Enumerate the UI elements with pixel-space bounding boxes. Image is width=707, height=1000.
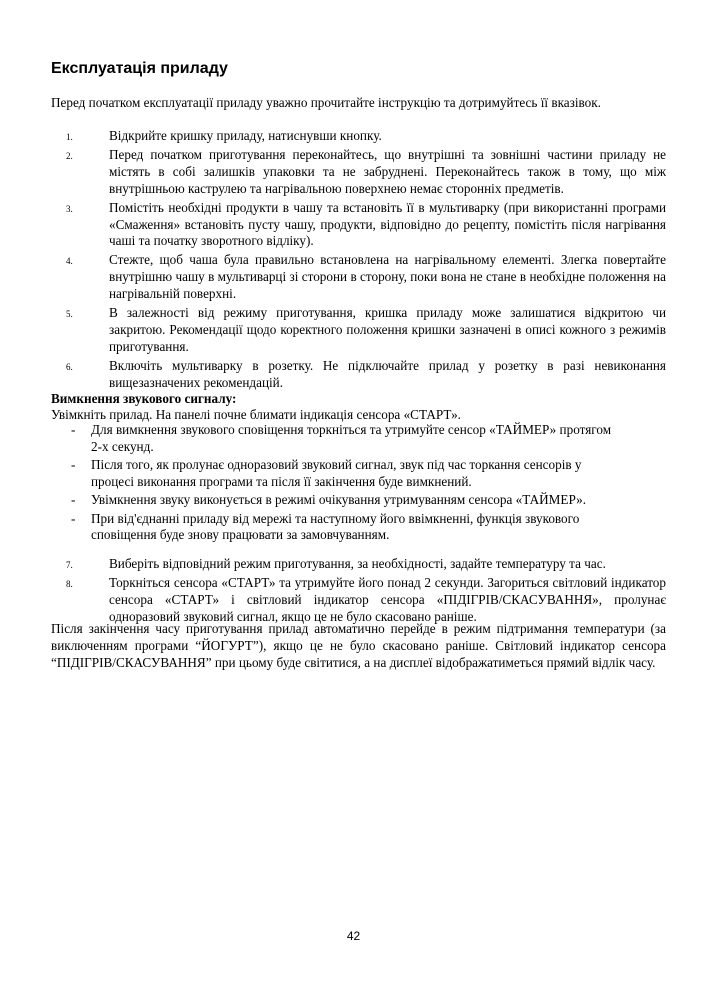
dash-bullet: - — [71, 492, 76, 507]
step-number: 3. — [66, 203, 73, 214]
step-text: В залежності від режиму приготування, кришка приладу може залишатися відкритою чи закритою. Рекомендації щодо коректного положення кришки зазначені в описі кожного з режимів приготування. — [109, 305, 666, 354]
step-number: 5. — [66, 309, 73, 320]
dash-bullet: - — [71, 422, 76, 437]
step-text: Помістіть необхідні продукти в чашу та встановіть її в мультиварку (при використанні програми «Смаження» встановіть пусту чашу, продукти, відповідно до рецепту, помістіть після нагрівання чаші та початку зворотного відліку). — [109, 199, 666, 249]
section-title: Експлуатація приладу — [51, 60, 228, 77]
step-text: Виберіть відповідний режим приготування, за необхідності, задайте температуру та час. — [109, 556, 606, 571]
sound-item-text: Увімкнення звуку виконується в режимі очікування утримуванням сенсора «ТАЙМЕР». — [91, 492, 587, 507]
step-text: Стежте, щоб чаша була правильно встановлена на нагрівальному елементі. Злегка повертайте внутрішню чашу в мультиварці зі сторони в сторону, поки вона не стане в необхідне положення на нагрівальній поверхні. — [109, 252, 666, 302]
final-paragraph: Після закінчення часу приготування прилад автоматично перейде в режим підтримання температури (за виключенням програми “ЙОГУРТ”), якщо це не було скасовано раніше. Світловий індикатор сенсора “ПІДІГРІВ/СКАСУВАННЯ” при цьому буде світитися, а на дисплеї відображатиметься прямий відлік часу. — [51, 621, 666, 670]
intro-paragraph: Перед початком експлуатації приладу уважно прочитайте інструкцію та дотримуйтесь її вказівок. — [51, 95, 601, 110]
step-item — [51, 128, 666, 145]
sound-heading: Вимкнення звукового сигналу: — [51, 391, 237, 406]
step-item — [51, 575, 666, 626]
step-item — [51, 556, 666, 573]
sound-item — [51, 457, 621, 490]
step-text: Включіть мультиварку в розетку. Не підключайте прилад у розетку в разі невиконання вищезазначених рекомендацій. — [109, 357, 666, 390]
steps-list-part1 — [51, 128, 666, 394]
step-number: 6. — [66, 361, 73, 372]
sound-intro: Увімкніть прилад. На панелі почне блимати індикація сенсора «СТАРТ». — [51, 407, 461, 422]
step-text: Перед початком приготування переконайтесь, що внутрішні та зовнішні частини приладу не містять в собі залишків упаковки та не забруднені. Переконайтесь також в тому, що між внутрішньою каструлею та нагрівальною поверхнею немає сторонніх предметів. — [109, 146, 666, 196]
step-number: 8. — [66, 578, 73, 589]
page-number: 42 — [346, 929, 361, 943]
sound-item-text: Для вимкнення звукового сповіщення торкніться та утримуйте сенсор «ТАЙМЕР» протягом 2-х секунд. — [91, 422, 612, 454]
sound-item-text: Після того, як пролунає одноразовий звуковий сигнал, звук під час торкання сенсорів у процесі виконання програми та після її закінчення буде вимкнений. — [91, 457, 582, 489]
step-item — [51, 200, 666, 251]
step-number: 4. — [66, 256, 73, 267]
steps-list-part2 — [51, 556, 666, 628]
step-number: 1. — [66, 132, 73, 142]
step-item — [51, 358, 666, 392]
sound-item-text: При від'єднанні приладу від мережі та наступному його ввімкненні, функція звукового сповіщення буде знову працювати за замовчуванням. — [91, 510, 580, 542]
step-number: 7. — [66, 560, 73, 570]
step-item — [51, 305, 666, 356]
sound-instructions-list — [51, 422, 621, 546]
sound-item — [51, 511, 621, 544]
step-number: 2. — [66, 150, 73, 161]
sound-item — [51, 492, 621, 509]
sound-item — [51, 422, 621, 455]
step-text: Торкніться сенсора «СТАРТ» та утримуйте його понад 2 секунди. Загориться світловий індикатор сенсора «СТАРТ» і світловий індикатор сенсора «ПІДІГРІВ/СКАСУВАННЯ», пролунає одноразовий звуковий сигнал, якщо це не було скасовано раніше. — [109, 574, 666, 624]
dash-bullet: - — [71, 510, 76, 526]
step-item — [51, 252, 666, 303]
step-text: Відкрийте кришку приладу, натиснувши кнопку. — [109, 128, 382, 143]
step-item — [51, 147, 666, 198]
dash-bullet: - — [71, 457, 76, 472]
